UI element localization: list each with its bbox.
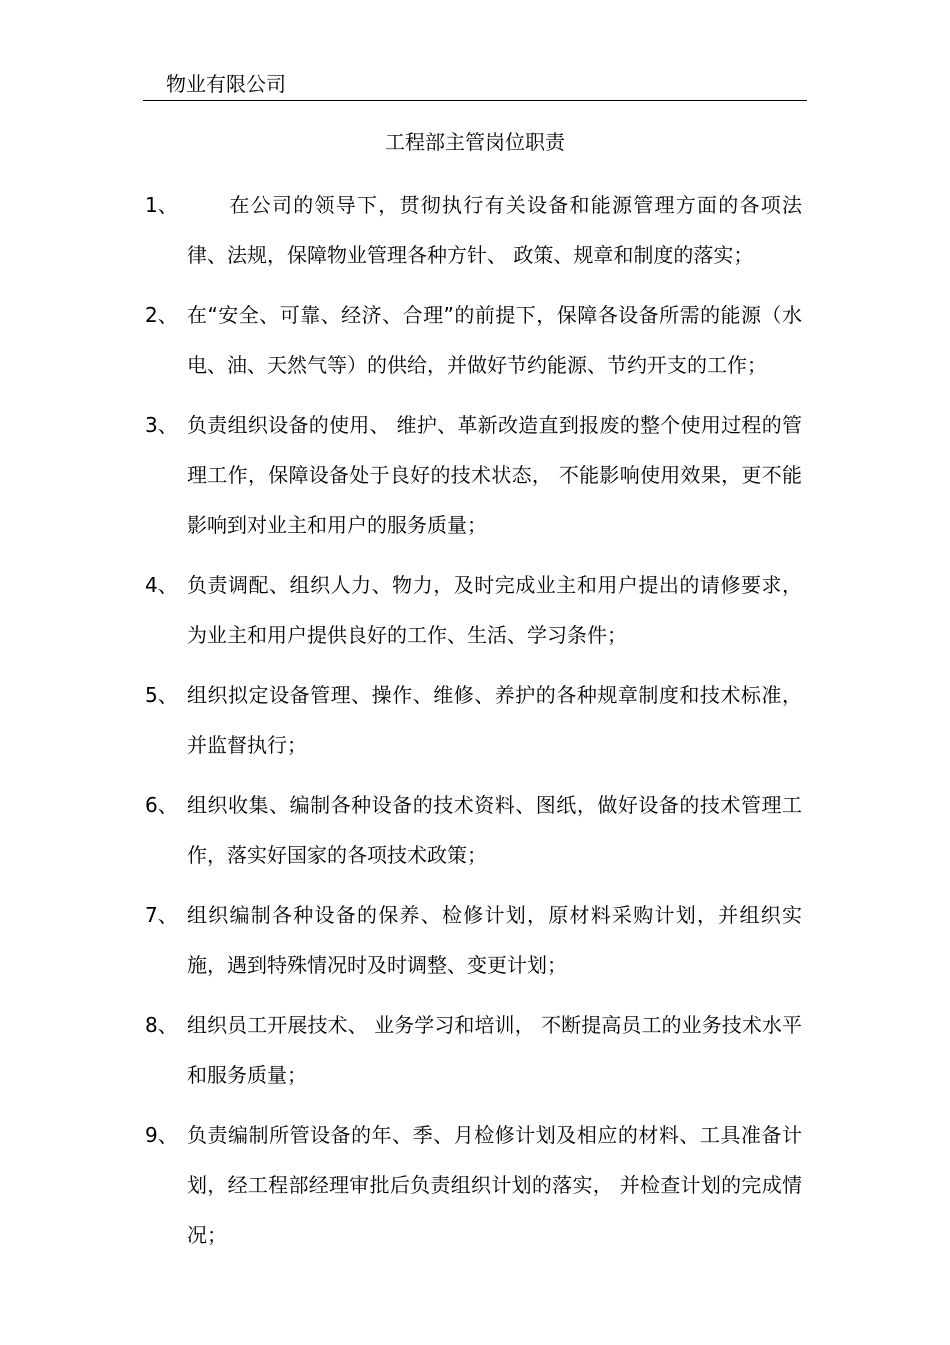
list-item [0,290,950,390]
item-text: 组织编制各种设备的保养、检修计划，原材料采购计划，并组织实施，遇到特殊情况时及时调整、变更计划； [187,903,802,977]
item-text: 在公司的领导下，贯彻执行有关设备和能源管理方面的各项法律、法规，保障物业管理各种方针、 政策、规章和制度的落实； [187,193,802,267]
item-number: 8、 [145,1013,178,1037]
item-number: 3、 [145,413,178,437]
item-number: 2、 [145,303,178,327]
item-text: 负责调配、组织人力、物力，及时完成业主和用户提出的请修要求，为业主和用户提供良好的工作、生活、学习条件； [187,573,802,647]
list-item [0,780,950,880]
item-number: 6、 [145,793,178,817]
item-text: 组织员工开展技术、 业务学习和培训， 不断提高员工的业务技术水平和服务质量； [187,1013,802,1087]
item-text: 组织收集、编制各种设备的技术资料、图纸，做好设备的技术管理工作，落实好国家的各项技术政策； [187,793,802,867]
header-divider [143,100,807,101]
duties-list [0,180,950,1270]
list-item [0,400,950,550]
document-title: 工程部主管岗位职责 [385,130,565,154]
item-number: 1、 [145,193,178,217]
list-item [0,180,950,280]
list-item [0,1000,950,1100]
item-number: 7、 [145,903,178,927]
item-text: 在“安全、可靠、经济、合理”的前提下，保障各设备所需的能源（水电、油、天然气等）的供给，并做好节约能源、节约开支的工作； [187,303,802,377]
list-item [0,670,950,770]
item-text: 组织拟定设备管理、操作、维修、养护的各种规章制度和技术标准，并监督执行； [187,683,802,757]
item-number: 9、 [145,1123,178,1147]
item-number: 4、 [145,573,178,597]
item-number: 5、 [145,683,178,707]
list-item [0,560,950,660]
item-text: 负责编制所管设备的年、季、月检修计划及相应的材料、工具准备计划，经工程部经理审批后负责组织计划的落实， 并检查计划的完成情况； [187,1123,802,1247]
list-item [0,1110,950,1260]
item-text: 负责组织设备的使用、 维护、革新改造直到报废的整个使用过程的管理工作，保障设备处于良好的技术状态， 不能影响使用效果，更不能影响到对业主和用户的服务质量； [187,413,802,537]
list-item [0,890,950,990]
company-name: 物业有限公司 [166,72,286,96]
